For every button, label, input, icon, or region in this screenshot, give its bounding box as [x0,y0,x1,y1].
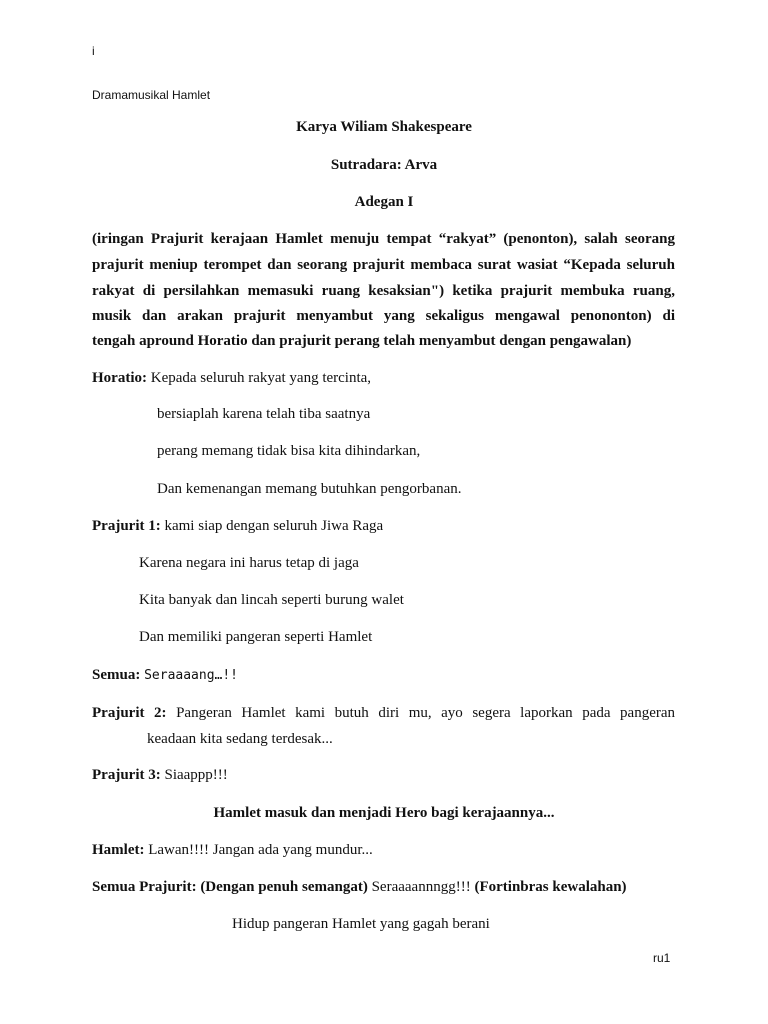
dialogue-semua-prajurit [92,879,627,896]
scene-heading: Adegan I [354,194,414,210]
dialogue-line: keadaan kita sedang terdesak... [147,731,333,747]
speaker-name: Semua Prajurit: [92,879,197,895]
document-title: Dramamusikal Hamlet [92,88,211,102]
header-marker: i [92,44,95,58]
stage-direction-hamlet-entrance: Hamlet masuk dan menjadi Hero bagi kerajaannya... [213,805,555,821]
stage-direction-line: rakyat di persilahkan memasuki ruang kesaksian") ketika prajurit membuka ruang, [92,283,675,299]
dialogue-prajurit-3 [92,767,228,784]
page-marker: ru1 [653,951,671,965]
stage-direction-line: (iringan Prajurit kerajaan Hamlet menuju tempat “rakyat” (penonton), salah seorang [92,231,675,247]
stage-direction-inline: (Fortinbras kewalahan) [470,879,627,895]
dialogue-text: Kepada seluruh rakyat yang tercinta, [146,370,372,386]
dialogue-text: Lawan!!!! Jangan ada yang mundur... [144,842,373,858]
dialogue-line: Karena negara ini harus tetap di jaga [139,555,359,571]
stage-direction-line: tengah apround Horatio dan prajurit perang telah menyambut dengan pengawalan) [92,333,632,349]
dialogue-semua [92,667,238,684]
author-line: Karya Wiliam Shakespeare [296,119,472,135]
stage-direction-line: prajurit meniup terompet dan seorang prajurit membaca surat wasiat “Kepada seluruh [92,257,675,273]
speaker-name: Hamlet: [92,842,145,858]
dialogue-prajurit-2 [92,705,675,722]
speaker-name: Prajurit 1: [92,518,161,534]
dialogue-line: Kita banyak dan lincah seperti burung walet [139,592,404,608]
stage-direction-line: musik dan arakan prajurit menyambut yang sekaligus mengawal penononton) di [92,308,675,324]
stage-direction-inline: (Dengan penuh semangat) [196,879,368,895]
speaker-name: Prajurit 2: [92,705,167,721]
dialogue-text: kami siap dengan seluruh Jiwa Raga [160,518,384,534]
speaker-name: Semua: [92,667,141,683]
speaker-name: Horatio: [92,370,147,386]
dialogue-text: Seraaaannngg!!! [367,879,471,895]
dialogue-line: bersiaplah karena telah tiba saatnya [157,406,371,422]
dialogue-line: perang memang tidak bisa kita dihindarkan, [157,443,421,459]
speaker-name: Prajurit 3: [92,767,161,783]
dialogue-text: Siaappp!!! [160,767,228,783]
dialogue-line: Dan kemenangan memang butuhkan pengorbanan. [157,481,462,497]
dialogue-line: Hidup pangeran Hamlet yang gagah berani [232,916,490,932]
dialogue-line: Dan memiliki pangeran seperti Hamlet [139,629,373,645]
dialogue-horatio [92,370,371,387]
dialogue-prajurit-1 [92,518,383,535]
director-line: Sutradara: Arva [330,157,438,173]
dialogue-hamlet [92,842,373,859]
dialogue-text: Seraaaang…!! [144,668,239,683]
dialogue-text: Pangeran Hamlet kami butuh diri mu, ayo segera laporkan pada pangeran [176,705,676,721]
